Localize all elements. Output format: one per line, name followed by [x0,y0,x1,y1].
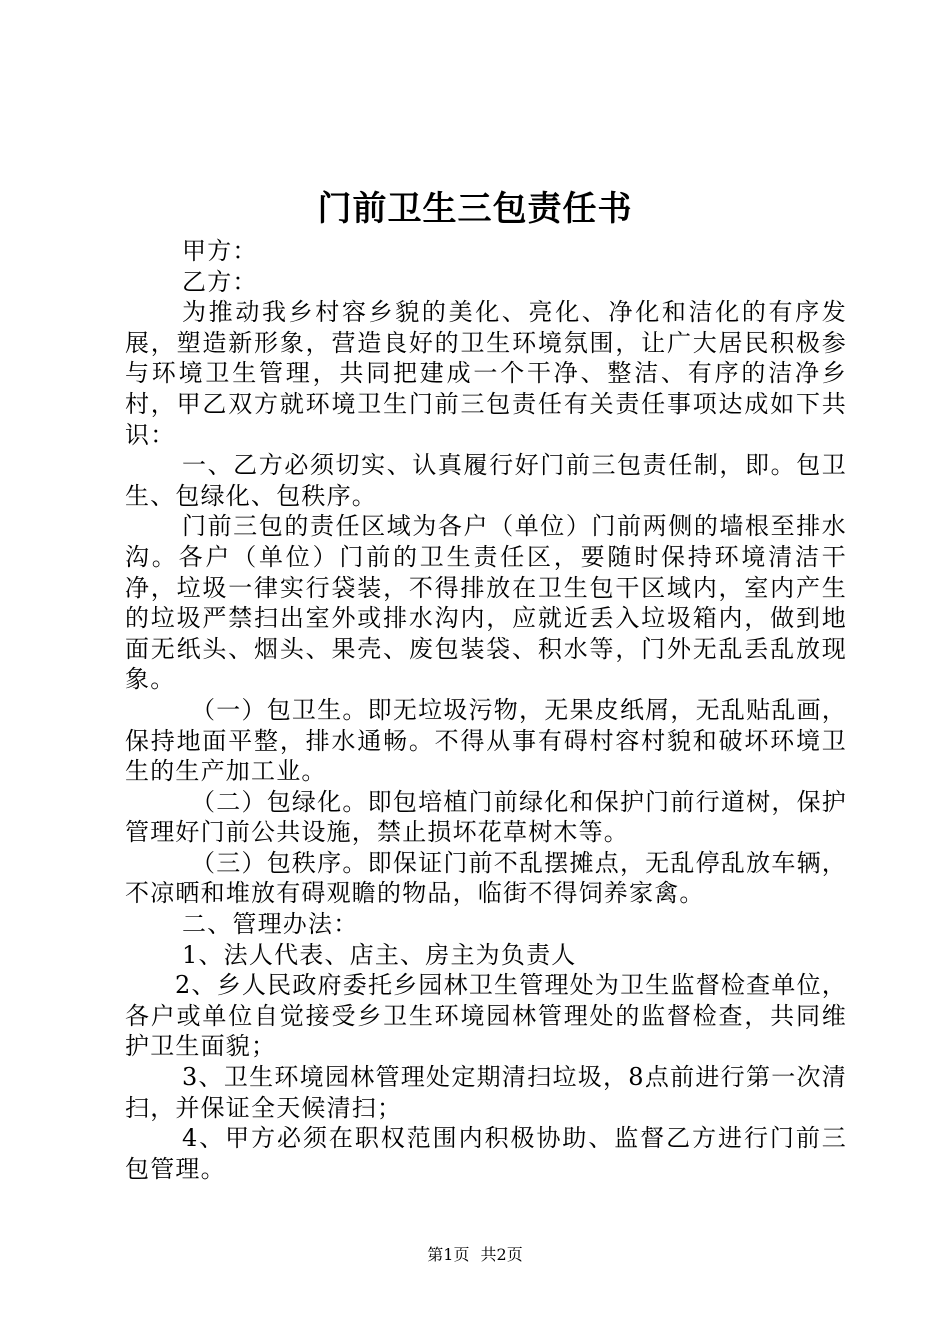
responsibility-area-paragraph: 门前三包的责任区域为各户（单位）门前两侧的墙根至排水沟。各户（单位）门前的卫生责任区，要随时保持环境清洁干净，垃圾一律实行袋装，不得排放在卫生包干区域内，室内产生的垃圾严禁扫出室外或排水沟内，应就近丢入垃圾箱内，做到地面无纸头、烟头、果壳、废包装袋、积水等，门外无乱丢乱放现象。 [125,512,847,694]
document-body [125,236,847,1184]
item-greening: （二）包绿化。即包培植门前绿化和保护门前行道树，保护管理好门前公共设施，禁止损坏花草树木等。 [125,787,847,847]
page-total: 共2页 [480,1245,523,1264]
page-number: 第1页 [427,1245,470,1264]
party-b-line: 乙方： [182,267,258,296]
management-item-3: 3、卫生环境园林管理处定期清扫垃圾，8点前进行第一次清扫，并保证全天候清扫； [125,1063,847,1122]
section-one-heading: 一、乙方必须切实、认真履行好门前三包责任制，即。包卫生、包绿化、包秩序。 [125,451,847,510]
intro-paragraph: 为推动我乡村容乡貌的美化、亮化、净化和洁化的有序发展，塑造新形象，营造良好的卫生环境氛围，让广大居民积极参与环境卫生管理，共同把建成一个干净、整洁、有序的洁净乡村，甲乙双方就环境卫生门前三包责任有关责任事项达成如下共识： [125,298,847,449]
management-item-4: 4、甲方必须在职权范围内积极协助、监督乙方进行门前三包管理。 [125,1124,847,1183]
document-title: 门前卫生三包责任书 [317,189,633,229]
item-order: （三）包秩序。即保证门前不乱摆摊点，无乱停乱放车辆，不凉晒和堆放有碍观瞻的物品，临街不得饲养家禽。 [125,848,847,908]
page-footer [0,1245,950,1265]
item-sanitation: （一）包卫生。即无垃圾污物，无果皮纸屑，无乱贴乱画，保持地面平整，排水通畅。不得从事有碍村容村貌和破坏环境卫生的生产加工业。 [125,695,847,786]
party-a-line: 甲方： [182,237,258,265]
section-two-heading: 二、管理办法： [182,910,359,939]
management-item-1: 1、法人代表、店主、房主为负责人 [182,940,577,969]
management-item-2: 2、乡人民政府委托乡园林卫生管理处为卫生监督检查单位，各户或单位自觉接受乡卫生环境园林管理处的监督检查，共同维护卫生面貌； [125,971,847,1061]
